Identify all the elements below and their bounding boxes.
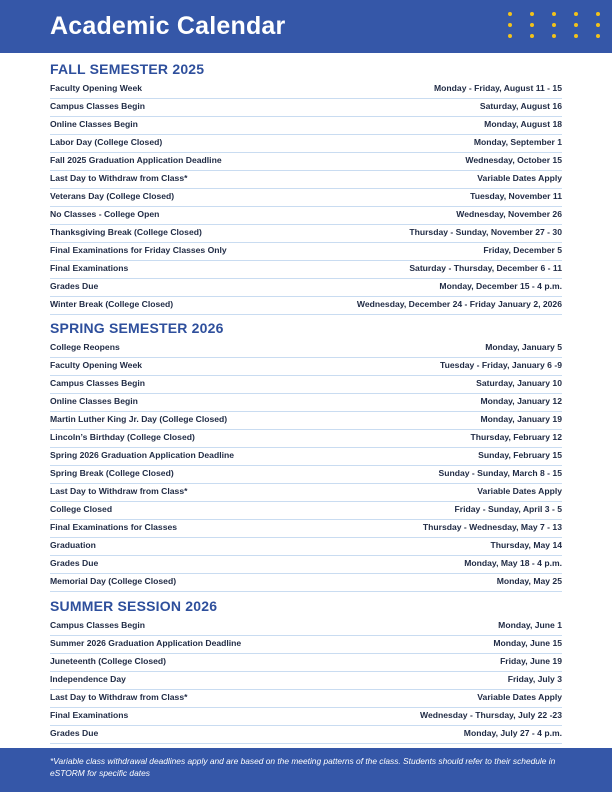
section-title-fall: FALL SEMESTER 2025 bbox=[50, 61, 205, 77]
decorative-dot bbox=[530, 23, 534, 27]
calendar-row bbox=[50, 538, 562, 556]
event-date: Friday - Sunday, April 3 - 5 bbox=[454, 504, 562, 514]
event-date: Monday, May 25 bbox=[496, 576, 562, 586]
event-date: Friday, June 19 bbox=[500, 656, 562, 666]
calendar-row bbox=[50, 207, 562, 225]
event-date: Monday, January 12 bbox=[480, 396, 562, 406]
calendar-row bbox=[50, 279, 562, 297]
event-name: Online Classes Begin bbox=[50, 119, 138, 129]
event-name: College Reopens bbox=[50, 342, 120, 352]
event-name: Lincoln’s Birthday (College Closed) bbox=[50, 432, 195, 442]
calendar-row bbox=[50, 358, 562, 376]
event-date: Friday, July 3 bbox=[507, 674, 562, 684]
event-date: Sunday - Sunday, March 8 - 15 bbox=[438, 468, 562, 478]
calendar-row bbox=[50, 135, 562, 153]
event-name: Grades Due bbox=[50, 281, 99, 291]
calendar-row bbox=[50, 448, 562, 466]
calendar-row bbox=[50, 394, 562, 412]
calendar-row bbox=[50, 189, 562, 207]
decorative-dot bbox=[552, 12, 556, 16]
event-date: Monday, January 19 bbox=[480, 414, 562, 424]
event-date: Monday, January 5 bbox=[485, 342, 562, 352]
event-date: Saturday - Thursday, December 6 - 11 bbox=[409, 263, 562, 273]
event-name: Last Day to Withdraw from Class* bbox=[50, 692, 188, 702]
decorative-dots bbox=[508, 12, 598, 42]
calendar-row bbox=[50, 225, 562, 243]
calendar-row bbox=[50, 690, 562, 708]
event-name: Graduation bbox=[50, 540, 96, 550]
calendar-row bbox=[50, 171, 562, 189]
event-date: Tuesday - Friday, January 6 -9 bbox=[440, 360, 562, 370]
event-name: Faculty Opening Week bbox=[50, 360, 143, 370]
event-name: Online Classes Begin bbox=[50, 396, 138, 406]
event-name: Juneteenth (College Closed) bbox=[50, 656, 167, 666]
decorative-dot bbox=[596, 34, 600, 38]
header-banner bbox=[0, 0, 612, 53]
event-date: Monday, August 18 bbox=[484, 119, 562, 129]
decorative-dot bbox=[596, 12, 600, 16]
event-name: Grades Due bbox=[50, 728, 99, 738]
calendar-row bbox=[50, 261, 562, 279]
event-date: Thursday, February 12 bbox=[470, 432, 562, 442]
decorative-dot bbox=[508, 23, 512, 27]
event-date: Wednesday - Thursday, July 22 -23 bbox=[419, 710, 562, 720]
event-date: Monday, December 15 - 4 p.m. bbox=[439, 281, 562, 291]
event-date: Thursday - Wednesday, May 7 - 13 bbox=[422, 522, 562, 532]
event-name: Spring Break (College Closed) bbox=[50, 468, 174, 478]
event-date: Variable Dates Apply bbox=[477, 692, 562, 702]
event-date: Saturday, January 10 bbox=[476, 378, 562, 388]
event-name: Fall 2025 Graduation Application Deadline bbox=[50, 155, 222, 165]
event-name: Grades Due bbox=[50, 558, 99, 568]
calendar-row bbox=[50, 708, 562, 726]
calendar-row bbox=[50, 340, 562, 358]
event-date: Sunday, February 15 bbox=[478, 450, 562, 460]
event-name: Labor Day (College Closed) bbox=[50, 137, 163, 147]
calendar-row bbox=[50, 81, 562, 99]
event-name: Campus Classes Begin bbox=[50, 378, 146, 388]
event-date: Thursday - Sunday, November 27 - 30 bbox=[409, 227, 562, 237]
event-date: Monday, May 18 - 4 p.m. bbox=[464, 558, 562, 568]
calendar-row bbox=[50, 636, 562, 654]
calendar-row bbox=[50, 117, 562, 135]
calendar-row bbox=[50, 412, 562, 430]
decorative-dot bbox=[574, 23, 578, 27]
event-name: Final Examinations bbox=[50, 710, 129, 720]
event-name: Winter Break (College Closed) bbox=[50, 299, 174, 309]
event-name: Spring 2026 Graduation Application Deadline bbox=[50, 450, 235, 460]
decorative-dot bbox=[508, 12, 512, 16]
calendar-row bbox=[50, 502, 562, 520]
calendar-row bbox=[50, 484, 562, 502]
event-name: College Closed bbox=[50, 504, 113, 514]
calendar-row bbox=[50, 654, 562, 672]
event-date: Monday - Friday, August 11 - 15 bbox=[434, 83, 562, 93]
calendar-row bbox=[50, 556, 562, 574]
section-title-spring: SPRING SEMESTER 2026 bbox=[50, 320, 224, 336]
decorative-dot bbox=[574, 12, 578, 16]
event-name: Campus Classes Begin bbox=[50, 620, 146, 630]
calendar-row bbox=[50, 243, 562, 261]
event-name: Veterans Day (College Closed) bbox=[50, 191, 175, 201]
calendar-row bbox=[50, 376, 562, 394]
decorative-dot bbox=[530, 34, 534, 38]
calendar-row bbox=[50, 466, 562, 484]
event-date: Monday, July 27 - 4 p.m. bbox=[463, 728, 562, 738]
footer-banner bbox=[0, 748, 612, 792]
event-date: Thursday, May 14 bbox=[490, 540, 562, 550]
page-title: Academic Calendar bbox=[50, 12, 286, 40]
calendar-row bbox=[50, 726, 562, 744]
event-name: Final Examinations for Friday Classes Only bbox=[50, 245, 227, 255]
event-name: Independence Day bbox=[50, 674, 126, 684]
calendar-row bbox=[50, 574, 562, 592]
decorative-dot bbox=[552, 34, 556, 38]
event-date: Saturday, August 16 bbox=[479, 101, 562, 111]
event-name: Thanksgiving Break (College Closed) bbox=[50, 227, 202, 237]
event-date: Variable Dates Apply bbox=[477, 486, 562, 496]
calendar-row bbox=[50, 99, 562, 117]
event-name: Final Examinations for Classes bbox=[50, 522, 178, 532]
decorative-dot bbox=[530, 12, 534, 16]
calendar-row bbox=[50, 520, 562, 538]
decorative-dot bbox=[596, 23, 600, 27]
event-name: Campus Classes Begin bbox=[50, 101, 146, 111]
calendar-row bbox=[50, 297, 562, 315]
section-title-summer: SUMMER SESSION 2026 bbox=[50, 598, 218, 614]
calendar-row bbox=[50, 618, 562, 636]
event-date: Monday, June 1 bbox=[498, 620, 562, 630]
event-name: No Classes - College Open bbox=[50, 209, 160, 219]
calendar-row bbox=[50, 672, 562, 690]
event-name: Summer 2026 Graduation Application Deadline bbox=[50, 638, 242, 648]
event-name: Last Day to Withdraw from Class* bbox=[50, 486, 188, 496]
event-name: Martin Luther King Jr. Day (College Closed) bbox=[50, 414, 228, 424]
event-date: Wednesday, December 24 - Friday January 2, 2026 bbox=[356, 299, 562, 309]
event-date: Wednesday, November 26 bbox=[456, 209, 562, 219]
event-date: Variable Dates Apply bbox=[477, 173, 562, 183]
event-date: Monday, September 1 bbox=[473, 137, 562, 147]
event-date: Tuesday, November 11 bbox=[470, 191, 562, 201]
calendar-row bbox=[50, 430, 562, 448]
event-date: Wednesday, October 15 bbox=[465, 155, 562, 165]
decorative-dot bbox=[508, 34, 512, 38]
event-name: Final Examinations bbox=[50, 263, 129, 273]
event-name: Last Day to Withdraw from Class* bbox=[50, 173, 188, 183]
footer-note: *Variable class withdrawal deadlines apply and are based on the meeting patterns of the class. Students should refer to their schedule in eSTORM for specific dates bbox=[50, 756, 556, 778]
calendar-row bbox=[50, 153, 562, 171]
event-name: Memorial Day (College Closed) bbox=[50, 576, 177, 586]
event-name: Faculty Opening Week bbox=[50, 83, 143, 93]
decorative-dot bbox=[574, 34, 578, 38]
event-date: Friday, December 5 bbox=[483, 245, 562, 255]
event-date: Monday, June 15 bbox=[493, 638, 562, 648]
decorative-dot bbox=[552, 23, 556, 27]
